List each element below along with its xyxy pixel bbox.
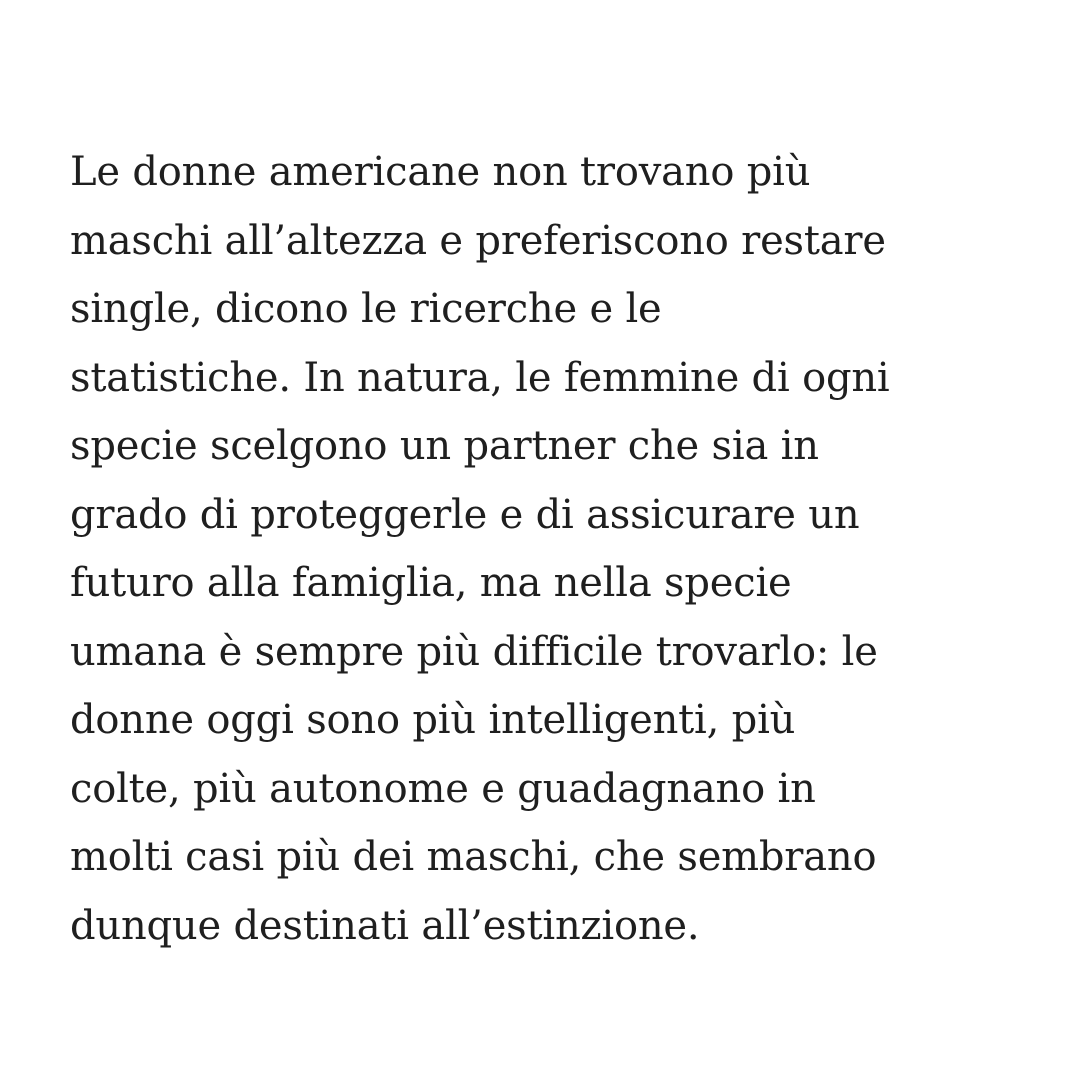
quote-line: maschi all’altezza e preferiscono restare xyxy=(70,217,886,264)
quote-line: donne oggi sono più intelligenti, più xyxy=(70,697,796,743)
quote-line: Le donne americane non trovano più xyxy=(70,149,811,195)
quote-line: specie scelgono un partner che sia in xyxy=(70,423,819,469)
quote-line: molti casi più dei maschi, che sembrano xyxy=(70,834,877,880)
quote-line: umana è sempre più difficile trovarlo: le xyxy=(70,628,878,675)
quote-line: single, dicono le ricerche e le xyxy=(70,286,662,332)
quote-line: colte, più autonome e guadagnano in xyxy=(70,765,816,812)
quote-text xyxy=(70,138,1030,960)
quote-line: futuro alla famiglia, ma nella specie xyxy=(70,560,792,606)
quote-line: dunque destinati all’estinzione. xyxy=(70,902,700,949)
quote-line: grado di proteggerle e di assicurare un xyxy=(70,491,860,538)
quote-line: statistiche. In natura, le femmine di ogni xyxy=(70,354,890,401)
